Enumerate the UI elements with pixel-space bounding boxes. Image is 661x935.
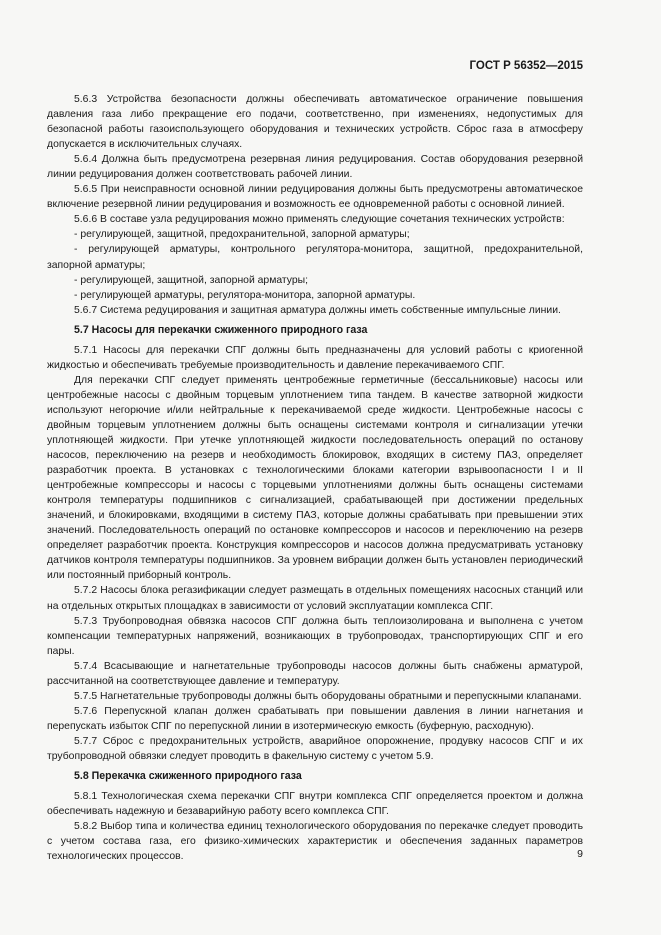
document-body <box>47 92 583 864</box>
paragraph-5-6-7: 5.6.7 Система редуцирования и защитная арматура должны иметь собственные импульсные линии. <box>74 304 561 316</box>
paragraph-5-8-1: 5.8.1 Технологическая схема перекачки СПГ внутри комплекса СПГ определяется проектом и должна обеспечивать надежную и безаварийную работу всего комплекса СПГ. <box>47 791 583 818</box>
paragraph-5-6-6: 5.6.6 В составе узла редуцирования можно применять следующие сочетания технических устройств: <box>74 214 565 226</box>
paragraph-5-6-3: 5.6.3 Устройства безопасности должны обеспечивать автоматическое ограничение повышения давления газа либо прекращение его подачи, соответственно, при изменениях, недопустимых для безопасной работы газоиспользующего оборудования и технических устройств. Сброс газа в атмосферу допускается в исключительных случаях. <box>47 94 583 151</box>
paragraph-5-7-1: 5.7.1 Насосы для перекачки СПГ должны быть предназначены для условий работы с криогенной жидкостью и обеспечивать требуемые производительность и давление перекачиваемого СПГ. <box>47 344 583 371</box>
paragraph-5-7-3: 5.7.3 Трубопроводная обвязка насосов СПГ должна быть теплоизолирована и выполнена с учетом компенсации температурных напряжений, возникающих в трубопроводах, транспортирующих СПГ и его пары. <box>47 615 583 657</box>
paragraph-5-6-5: 5.6.5 При неисправности основной линии редуцирования должны быть предусмотрены автоматическое включение резервной линии редуцирования и возможность ее одновременной работы с основной линией. <box>47 184 583 211</box>
page-number: 9 <box>577 848 583 860</box>
paragraph-5-7-6: 5.7.6 Перепускной клапан должен срабатывать при повышении давления в линии нагнетания и перепускать избыток СПГ по перепускной линии в изотермическую емкость (буферную, расходную). <box>47 705 583 732</box>
section-heading-5-8: 5.8 Перекачка сжиженного природного газа <box>74 770 302 783</box>
paragraph-5-7-5: 5.7.5 Нагнетательные трубопроводы должны быть оборудованы обратными и перепускными клапанами. <box>74 690 582 702</box>
standard-designation: ГОСТ Р 56352—2015 <box>469 60 583 72</box>
list-item: - регулирующей, защитной, предохранительной, запорной арматуры; <box>74 229 410 241</box>
paragraph-5-7-1-cont: Для перекачки СПГ следует применять центробежные герметичные (бессальниковые) насосы или центробежные насосы с двойным торцевым уплотнением типа тандем. В качестве затворной жидкости используют негорючие и/или нейтральные к перекачиваемой среде жидкости. Центробежные насосы с двойным торцевым уплотнением должны быть оснащены системами контроля и сигнализации утечки уплотняющей жидкости. При утечке уплотняющей жидкости последовательность операций по останову насосов, переключению на резерв и необходимость блокировок, входящих в систему ПАЗ, определяет разработчик проекта. В установках с технологическими блоками категории взрывоопасности I и II центробежные компрессоры и насосы с торцевыми уплотнениями должны быть оснащены системами контроля температуры подшипников с сигнализацией, срабатывающей при достижении предельных значений, и блокировками, входящими в систему ПАЗ, которые должны срабатывать при превышении этих значений. Последовательность операций по остановке компрессоров и насосов и переключению на резерв определяет разработчик проекта. Конструкция компрессоров и насосов должна предусматривать установку датчиков контроля температуры подшипников. За уровнем вибрации должен быть установлен периодический или постоянный приборный контроль. <box>47 374 583 582</box>
list-item: - регулирующей арматуры, контрольного регулятора-монитора, защитной, предохранительной, запорной арматуры; <box>47 244 583 271</box>
paragraph-5-8-2: 5.8.2 Выбор типа и количества единиц технологического оборудования по перекачке следует проводить с учетом состава газа, его физико-химических характеристик и обеспечения заданных параметров технологических процессов. <box>47 821 583 863</box>
paragraph-5-7-4: 5.7.4 Всасывающие и нагнетательные трубопроводы насосов должны быть снабжены арматурой, рассчитанной на соответствующее давление и температуру. <box>47 660 583 687</box>
paragraph-5-7-2: 5.7.2 Насосы блока регазификации следует размещать в отдельных помещениях насосных станций или на отдельных открытых площадках в зависимости от условий эксплуатации комплекса СПГ. <box>47 585 583 612</box>
list-item: - регулирующей, защитной, запорной арматуры; <box>74 274 308 286</box>
section-heading-5-7: 5.7 Насосы для перекачки сжиженного природного газа <box>74 323 368 336</box>
list-item: - регулирующей арматуры, регулятора-монитора, запорной арматуры. <box>74 289 416 301</box>
paragraph-5-6-4: 5.6.4 Должна быть предусмотрена резервная линия редуцирования. Состав оборудования резервной линии редуцирования должен соответствовать рабочей линии. <box>47 154 583 181</box>
paragraph-5-7-7: 5.7.7 Сброс с предохранительных устройств, аварийное опорожнение, продувку насосов СПГ и их трубопроводной обвязки следует проводить в факельную систему с учетом 5.9. <box>47 735 583 762</box>
